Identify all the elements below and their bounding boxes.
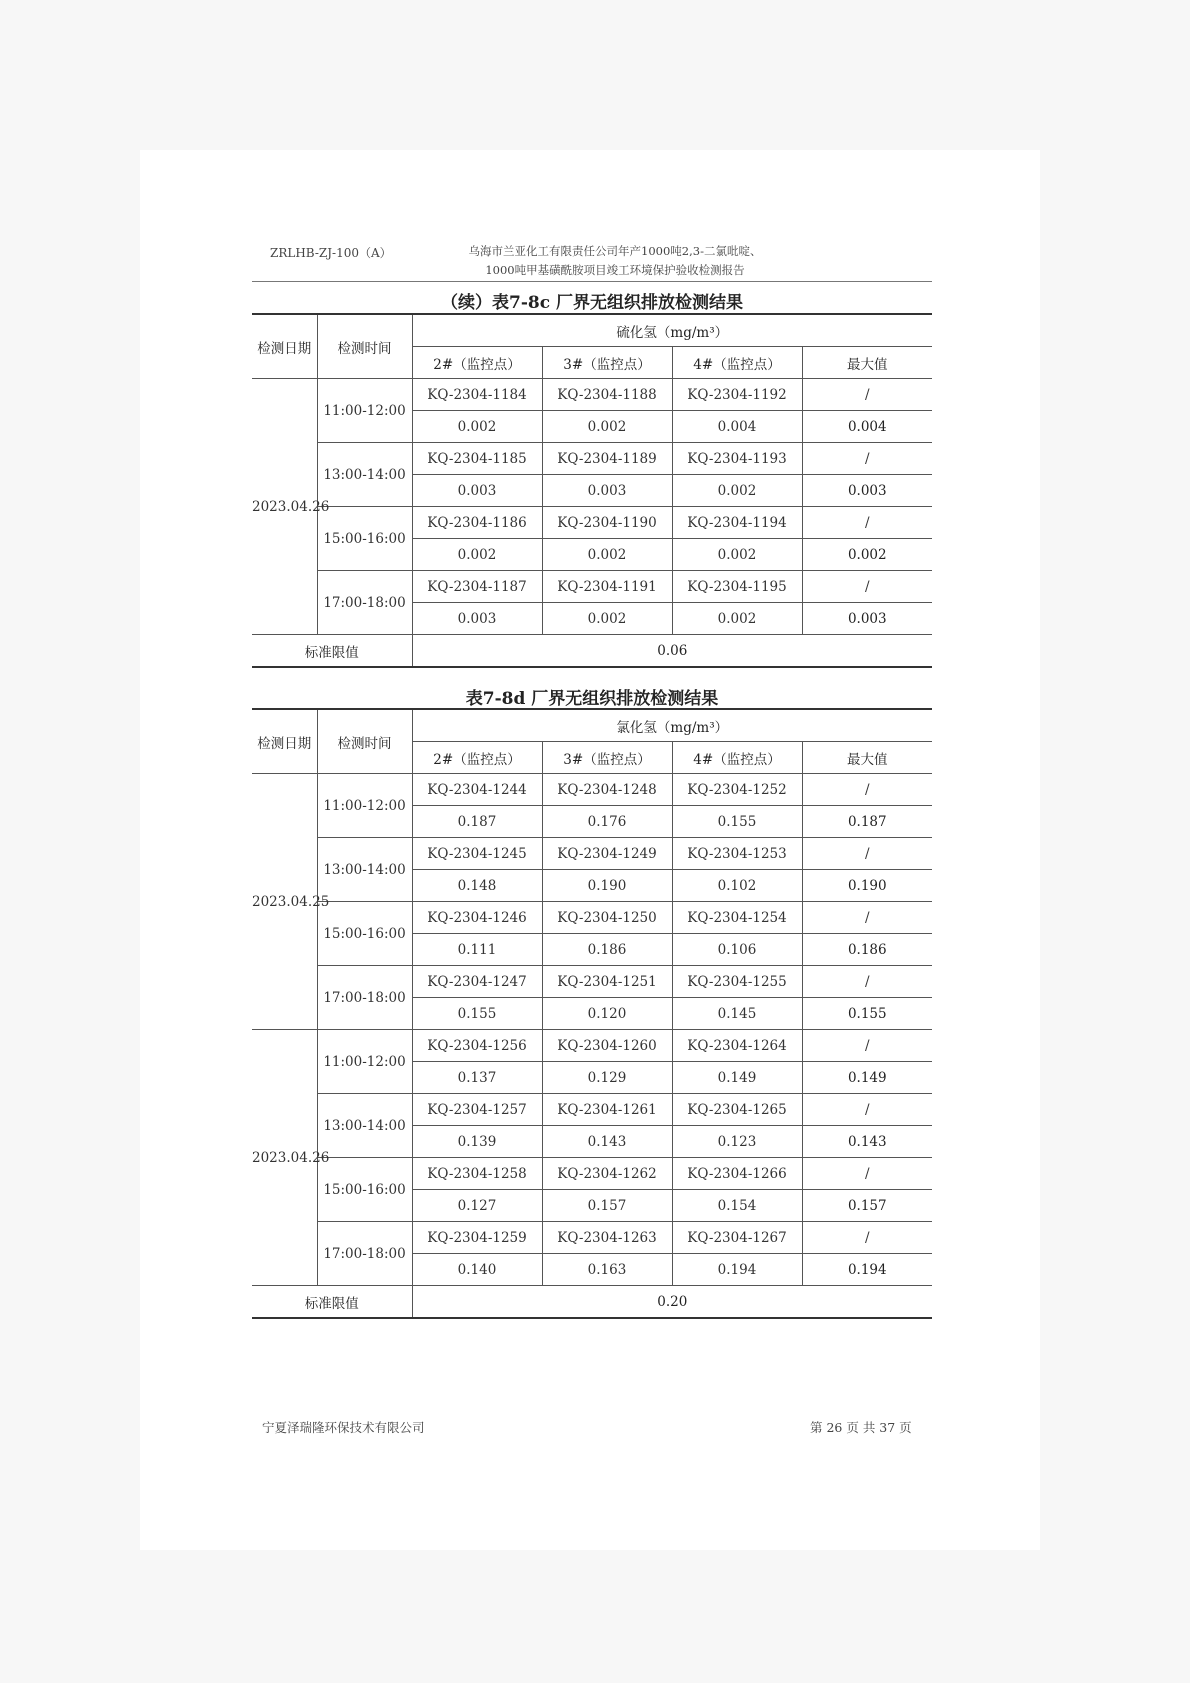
max-value-cell: 0.003: [802, 475, 932, 507]
value-cell: 0.003: [412, 475, 542, 507]
sample-id-cell: /: [802, 902, 932, 934]
col-header: 4#（监控点）: [672, 742, 802, 774]
sample-id-cell: KQ-2304-1256: [412, 1030, 542, 1062]
sample-id-cell: KQ-2304-1193: [672, 443, 802, 475]
sample-id-cell: KQ-2304-1244: [412, 774, 542, 806]
sample-id-cell: KQ-2304-1257: [412, 1094, 542, 1126]
pollutant-header: 氯化氢（mg/m³）: [412, 709, 932, 742]
sample-id-cell: KQ-2304-1252: [672, 774, 802, 806]
limit-row: [252, 1286, 932, 1319]
sample-id-row: [252, 507, 932, 539]
col-header: 2#（监控点）: [412, 742, 542, 774]
value-cell: 0.140: [412, 1254, 542, 1286]
time-cell: 15:00-16:00: [317, 507, 412, 571]
sample-id-cell: KQ-2304-1187: [412, 571, 542, 603]
time-cell: 11:00-12:00: [317, 774, 412, 838]
sample-id-cell: KQ-2304-1259: [412, 1222, 542, 1254]
sample-id-cell: /: [802, 838, 932, 870]
value-cell: 0.002: [672, 603, 802, 635]
value-cell: 0.002: [542, 539, 672, 571]
sample-id-cell: KQ-2304-1195: [672, 571, 802, 603]
value-cell: 0.190: [542, 870, 672, 902]
limit-row: [252, 635, 932, 668]
value-cell: 0.137: [412, 1062, 542, 1094]
value-cell: 0.163: [542, 1254, 672, 1286]
value-cell: 0.003: [412, 603, 542, 635]
value-cell: 0.139: [412, 1126, 542, 1158]
max-value-cell: 0.187: [802, 806, 932, 838]
sample-id-row: [252, 379, 932, 411]
max-value-cell: 0.143: [802, 1126, 932, 1158]
sample-id-cell: KQ-2304-1189: [542, 443, 672, 475]
value-cell: 0.123: [672, 1126, 802, 1158]
sample-id-cell: KQ-2304-1265: [672, 1094, 802, 1126]
sample-id-cell: KQ-2304-1194: [672, 507, 802, 539]
time-cell: 17:00-18:00: [317, 1222, 412, 1286]
header-row: [252, 709, 932, 742]
value-cell: 0.127: [412, 1190, 542, 1222]
report-title-line-1: 乌海市兰亚化工有限责任公司年产1000吨2,3-二氯吡啶、: [468, 244, 762, 258]
sample-id-cell: KQ-2304-1267: [672, 1222, 802, 1254]
sample-id-cell: KQ-2304-1260: [542, 1030, 672, 1062]
value-cell: 0.187: [412, 806, 542, 838]
sample-id-row: [252, 1094, 932, 1126]
max-value-cell: 0.194: [802, 1254, 932, 1286]
col-time-header: 检测时间: [317, 709, 412, 774]
limit-label: 标准限值: [252, 635, 412, 668]
col-time-header: 检测时间: [317, 314, 412, 379]
table-7-8d: [252, 708, 932, 1319]
value-cell: 0.155: [672, 806, 802, 838]
value-cell: 0.148: [412, 870, 542, 902]
value-cell: 0.002: [542, 603, 672, 635]
pollutant-header: 硫化氢（mg/m³）: [412, 314, 932, 347]
value-cell: 0.157: [542, 1190, 672, 1222]
sample-id-cell: /: [802, 571, 932, 603]
sample-id-cell: /: [802, 379, 932, 411]
max-value-cell: 0.155: [802, 998, 932, 1030]
sample-id-row: [252, 1158, 932, 1190]
date-cell: 2023.04.26: [252, 379, 317, 635]
max-value-cell: 0.003: [802, 603, 932, 635]
table-7-8c-title: （续）表7-8c 厂界无组织排放检测结果: [441, 293, 743, 313]
time-cell: 13:00-14:00: [317, 838, 412, 902]
sample-id-cell: KQ-2304-1186: [412, 507, 542, 539]
value-cell: 0.002: [412, 539, 542, 571]
sample-id-cell: /: [802, 774, 932, 806]
table-7-8c: [252, 313, 932, 668]
time-cell: 13:00-14:00: [317, 443, 412, 507]
sample-id-cell: KQ-2304-1184: [412, 379, 542, 411]
sample-id-cell: KQ-2304-1251: [542, 966, 672, 998]
footer-page-number: 第 26 页 共 37 页: [810, 1420, 912, 1435]
max-value-cell: 0.149: [802, 1062, 932, 1094]
sample-id-row: [252, 1222, 932, 1254]
sample-id-cell: KQ-2304-1191: [542, 571, 672, 603]
value-cell: 0.155: [412, 998, 542, 1030]
max-value-cell: 0.190: [802, 870, 932, 902]
sample-id-cell: /: [802, 966, 932, 998]
sample-id-row: [252, 902, 932, 934]
time-cell: 13:00-14:00: [317, 1094, 412, 1158]
time-cell: 11:00-12:00: [317, 379, 412, 443]
time-cell: 15:00-16:00: [317, 902, 412, 966]
sample-id-cell: KQ-2304-1188: [542, 379, 672, 411]
sample-id-row: [252, 1030, 932, 1062]
sample-id-cell: KQ-2304-1190: [542, 507, 672, 539]
value-cell: 0.186: [542, 934, 672, 966]
sample-id-row: [252, 443, 932, 475]
sample-id-cell: KQ-2304-1262: [542, 1158, 672, 1190]
sample-id-row: [252, 838, 932, 870]
value-cell: 0.176: [542, 806, 672, 838]
sample-id-cell: KQ-2304-1253: [672, 838, 802, 870]
report-title-line-2: 1000吨甲基磺酰胺项目竣工环境保护验收检测报告: [485, 263, 745, 277]
report-code: ZRLHB-ZJ-100（A）: [270, 246, 392, 260]
col-header: 3#（监控点）: [542, 347, 672, 379]
sample-id-cell: /: [802, 1158, 932, 1190]
sample-id-row: [252, 966, 932, 998]
sample-id-cell: KQ-2304-1254: [672, 902, 802, 934]
sample-id-cell: KQ-2304-1245: [412, 838, 542, 870]
limit-value: 0.20: [412, 1286, 932, 1319]
col-header: 最大值: [802, 347, 932, 379]
value-cell: 0.002: [412, 411, 542, 443]
sample-id-cell: KQ-2304-1246: [412, 902, 542, 934]
col-date-header: 检测日期: [252, 314, 317, 379]
sample-id-cell: KQ-2304-1263: [542, 1222, 672, 1254]
sample-id-cell: KQ-2304-1250: [542, 902, 672, 934]
value-cell: 0.143: [542, 1126, 672, 1158]
sample-id-cell: KQ-2304-1249: [542, 838, 672, 870]
sample-id-cell: KQ-2304-1248: [542, 774, 672, 806]
max-value-cell: 0.002: [802, 539, 932, 571]
time-cell: 11:00-12:00: [317, 1030, 412, 1094]
max-value-cell: 0.004: [802, 411, 932, 443]
sample-id-cell: /: [802, 1030, 932, 1062]
col-header: 2#（监控点）: [412, 347, 542, 379]
sample-id-cell: KQ-2304-1247: [412, 966, 542, 998]
value-cell: 0.149: [672, 1062, 802, 1094]
value-cell: 0.145: [672, 998, 802, 1030]
col-header: 4#（监控点）: [672, 347, 802, 379]
sample-id-cell: KQ-2304-1258: [412, 1158, 542, 1190]
value-cell: 0.004: [672, 411, 802, 443]
value-cell: 0.154: [672, 1190, 802, 1222]
time-cell: 17:00-18:00: [317, 966, 412, 1030]
col-date-header: 检测日期: [252, 709, 317, 774]
sample-id-cell: KQ-2304-1192: [672, 379, 802, 411]
col-header: 3#（监控点）: [542, 742, 672, 774]
sample-id-cell: /: [802, 507, 932, 539]
header-rule: [252, 281, 932, 282]
sample-id-cell: KQ-2304-1255: [672, 966, 802, 998]
value-cell: 0.002: [672, 539, 802, 571]
max-value-cell: 0.157: [802, 1190, 932, 1222]
value-cell: 0.129: [542, 1062, 672, 1094]
sample-id-cell: /: [802, 1222, 932, 1254]
value-cell: 0.102: [672, 870, 802, 902]
time-cell: 17:00-18:00: [317, 571, 412, 635]
col-header: 最大值: [802, 742, 932, 774]
limit-label: 标准限值: [252, 1286, 412, 1319]
sample-id-cell: KQ-2304-1261: [542, 1094, 672, 1126]
time-cell: 15:00-16:00: [317, 1158, 412, 1222]
date-cell: 2023.04.26: [252, 1030, 317, 1286]
max-value-cell: 0.186: [802, 934, 932, 966]
value-cell: 0.003: [542, 475, 672, 507]
limit-value: 0.06: [412, 635, 932, 668]
footer-company: 宁夏泽瑞隆环保技术有限公司: [262, 1420, 425, 1435]
value-cell: 0.106: [672, 934, 802, 966]
sample-id-cell: KQ-2304-1185: [412, 443, 542, 475]
report-title: [430, 242, 800, 280]
sample-id-cell: KQ-2304-1266: [672, 1158, 802, 1190]
sample-id-cell: /: [802, 1094, 932, 1126]
sample-id-cell: KQ-2304-1264: [672, 1030, 802, 1062]
table-7-8d-title: 表7-8d 厂界无组织排放检测结果: [465, 689, 719, 709]
value-cell: 0.194: [672, 1254, 802, 1286]
value-cell: 0.002: [542, 411, 672, 443]
value-cell: 0.120: [542, 998, 672, 1030]
header-row: [252, 314, 932, 347]
sample-id-cell: /: [802, 443, 932, 475]
date-cell: 2023.04.25: [252, 774, 317, 1030]
value-cell: 0.111: [412, 934, 542, 966]
sample-id-row: [252, 571, 932, 603]
value-cell: 0.002: [672, 475, 802, 507]
sample-id-row: [252, 774, 932, 806]
